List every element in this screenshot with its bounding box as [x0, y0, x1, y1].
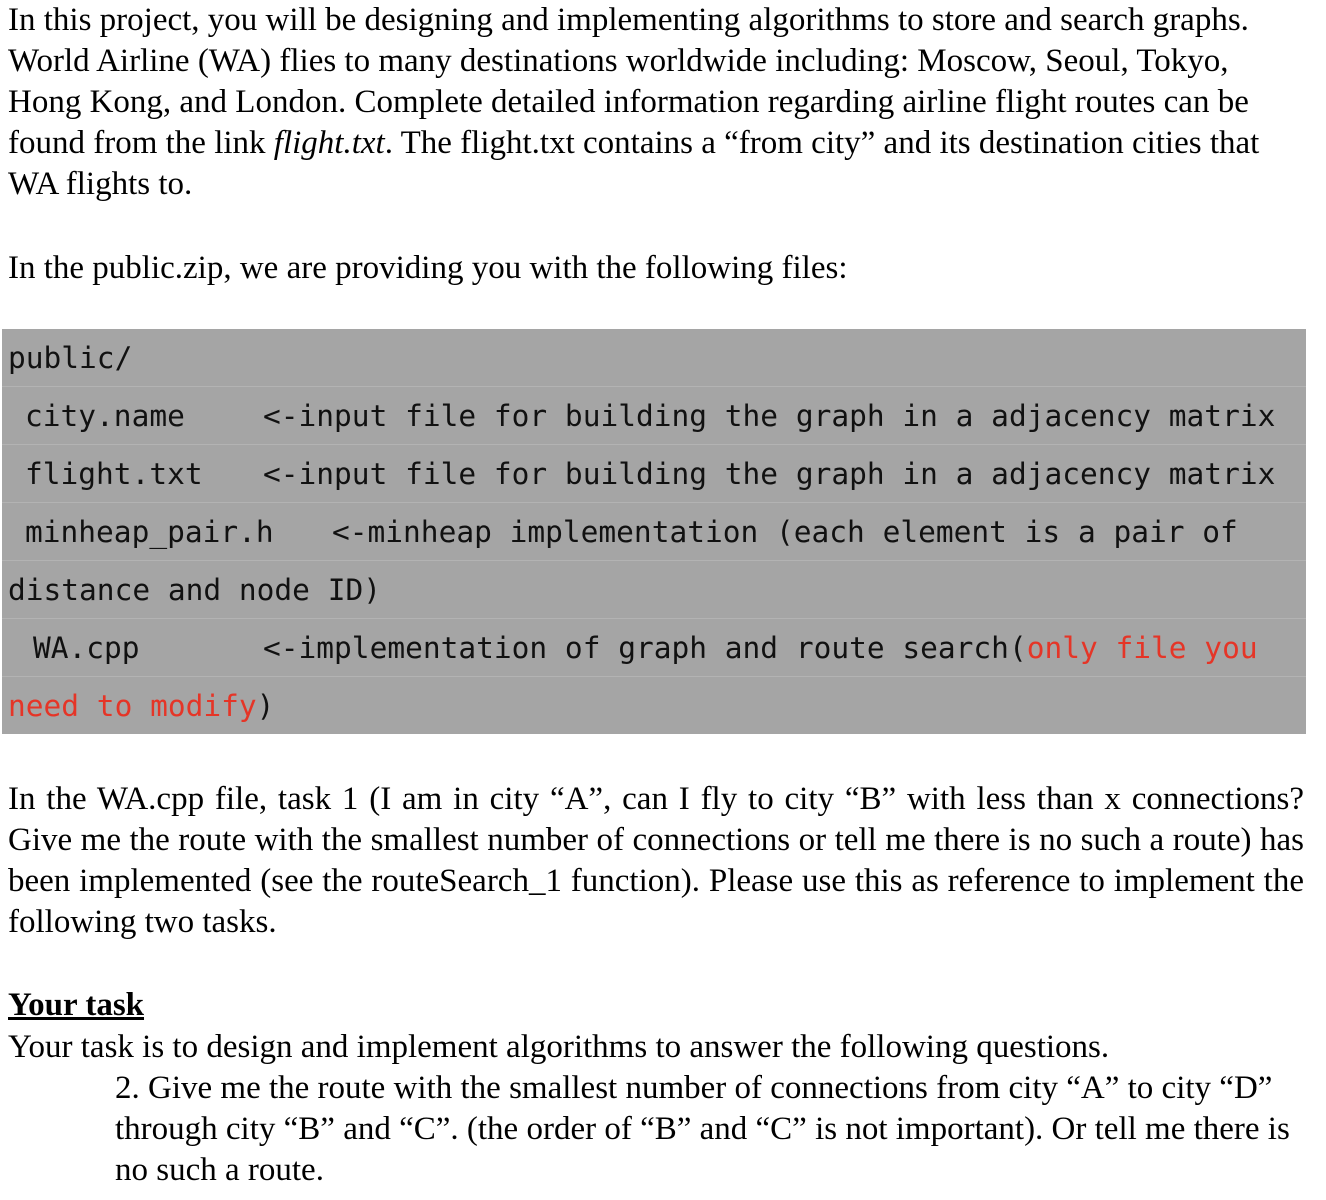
- your-task-heading: Your task: [8, 987, 145, 1023]
- code-line-flight-txt: [2, 445, 1306, 503]
- files-intro-paragraph: In the public.zip, we are providing you with the following files:: [8, 250, 848, 286]
- file-name-minheap: minheap_pair.h: [25, 515, 274, 549]
- file-listing-code-block: [2, 329, 1306, 734]
- file-name-flight-txt: flight.txt: [25, 457, 203, 491]
- file-desc-flight-txt: <-input file for building the graph in a adjacency matrix: [263, 457, 1276, 491]
- flight-txt-link[interactable]: flight.txt: [273, 125, 385, 161]
- file-desc-wa-cpp-text: <-implementation of graph and route search(: [263, 631, 1027, 665]
- file-desc-city-name: <-input file for building the graph in a adjacency matrix: [263, 399, 1276, 433]
- public-dir-label: public/: [8, 341, 133, 375]
- code-line-minheap-cont: [2, 561, 1306, 619]
- intro-text-before-link: In this project, you will be designing and implementing algorithms to store and search graphs. World Airline (WA) flies to many destinations worldwide including: Moscow, Seoul, Tokyo, Hong Kong, and London. Complete detailed information regarding airline flight routes can be found from the link: [8, 2, 1249, 161]
- close-paren: ): [256, 689, 275, 723]
- modify-note-part-b: need to modify: [8, 689, 257, 723]
- file-desc-wa-cpp-cont: [8, 677, 274, 735]
- modify-note-part-a: only file you: [1026, 631, 1258, 665]
- code-line-wa-cpp-cont: [2, 677, 1306, 735]
- code-line-minheap: [2, 503, 1306, 561]
- file-desc-minheap: <-minheap implementation (each element is a pair of: [332, 515, 1238, 549]
- your-task-intro: Your task is to design and implement algorithms to answer the following questions.: [8, 1029, 1110, 1065]
- intro-paragraph: [8, 0, 1308, 205]
- code-line-dir: [2, 329, 1306, 387]
- task1-paragraph: In the WA.cpp file, task 1 (I am in city “A”, can I fly to city “B” with less than x connections? Give me the route with the smallest number of connections or tell me there is no such a route) has been implemented (see the routeSearch_1 function). Please use this as reference to implement the following two tasks.: [8, 781, 1304, 940]
- code-line-wa-cpp: [2, 619, 1306, 677]
- code-line-city-name: [2, 387, 1306, 445]
- file-name-city-name: city.name: [25, 399, 185, 433]
- file-name-wa-cpp: WA.cpp: [33, 631, 140, 665]
- file-desc-minheap-cont: distance and node ID): [8, 573, 381, 607]
- intro-text-after-link: . The flight.txt contains a “from city” and its destination cities that WA flights to.: [8, 125, 1260, 202]
- file-desc-wa-cpp: [263, 619, 1258, 677]
- task-item-2: 2. Give me the route with the smallest number of connections from city “A” to city “D” through city “B” and “C”. (the order of “B” and “C” is not important). Or tell me there is no such a route.: [115, 1070, 1290, 1188]
